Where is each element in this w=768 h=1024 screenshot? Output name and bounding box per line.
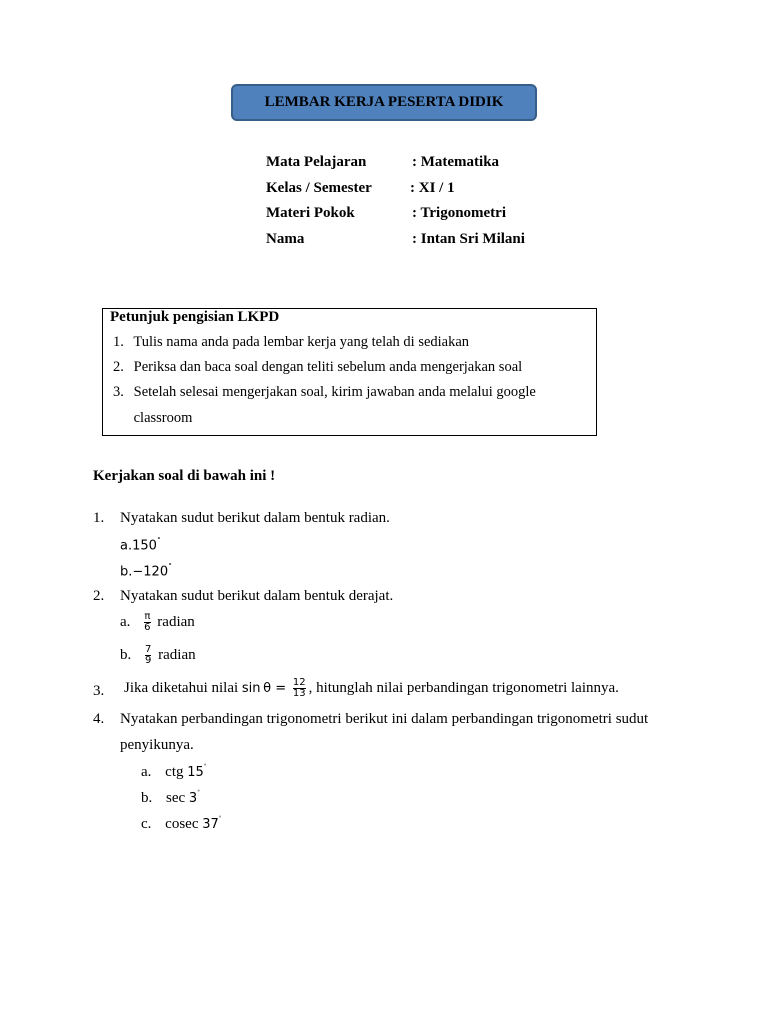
question-1b-value: b.−120 (120, 564, 169, 580)
question-2b (120, 645, 196, 666)
question-4-number: 4. (93, 711, 105, 727)
instruction-num: 2. (113, 359, 124, 375)
trig-function: cosec (165, 816, 199, 832)
angle-value: 37 (202, 817, 219, 832)
fraction-pi-over-6 (144, 612, 150, 633)
instructions-box (102, 308, 597, 436)
info-label: Materi Pokok (266, 205, 355, 221)
instruction-item (113, 359, 522, 376)
instruction-text: Tulis nama anda pada lembar kerja yang telah di sediakan (133, 334, 470, 350)
degree-sign: ˚ (218, 815, 222, 824)
info-value: : Matematika (412, 154, 500, 170)
question-3-post: , hitunglah nilai perbandingan trigonometri lainnya. (308, 679, 619, 696)
instruction-text: Setelah selesai mengerjakan soal, kirim jawaban anda melalui google (133, 384, 536, 400)
degree-sign: ˚ (168, 563, 173, 572)
question-4c (141, 815, 221, 833)
question-1a (120, 537, 161, 553)
question-1b (120, 563, 172, 579)
info-label: Kelas / Semester (266, 180, 372, 196)
trig-function: ctg (165, 764, 184, 780)
instruction-num: 3. (113, 384, 124, 400)
fraction-7-over-9 (145, 645, 151, 666)
item-label: c. (141, 816, 152, 832)
fraction-12-over-13 (293, 678, 306, 699)
question-1-text: Nyatakan sudut berikut dalam bentuk radian. (120, 510, 390, 526)
question-4a (141, 763, 206, 781)
instruction-item (113, 334, 469, 351)
instructions-title: Petunjuk pengisian LKPD (110, 309, 280, 325)
sin-theta-expr: sin θ = (241, 680, 287, 696)
question-4b (141, 789, 200, 807)
question-1a-value: a.150 (120, 538, 157, 554)
trig-function: sec (166, 790, 186, 806)
worksheet-title-box (231, 84, 537, 121)
question-2-number: 2. (93, 588, 105, 604)
fraction-numerator: 7 (145, 644, 152, 655)
question-3-text (124, 678, 619, 699)
angle-value: 3 (188, 791, 198, 806)
info-label: Nama (266, 231, 305, 247)
fraction-denominator: 6 (144, 622, 151, 633)
question-2a-label: a. (120, 613, 131, 630)
question-3-pre: Jika diketahui nilai (124, 679, 239, 696)
instruction-num: 1. (113, 334, 124, 350)
degree-sign: ˚ (203, 763, 207, 772)
instruction-text: Periksa dan baca soal dengan teliti sebelum anda mengerjakan soal (133, 359, 523, 375)
unit-label: radian (158, 646, 196, 663)
info-value: : Intan Sri Milani (412, 231, 525, 247)
fraction-denominator: 9 (145, 655, 152, 666)
degree-sign: ˚ (197, 789, 200, 798)
task-heading: Kerjakan soal di bawah ini ! (93, 468, 276, 484)
info-value: : Trigonometri (412, 205, 507, 221)
instruction-item (113, 410, 192, 427)
worksheet-title: LEMBAR KERJA PESERTA DIDIK (264, 94, 504, 110)
question-2-text: Nyatakan sudut berikut dalam bentuk derajat. (120, 588, 394, 604)
info-value: : XI / 1 (410, 180, 455, 196)
item-label: b. (141, 790, 153, 806)
question-4-line2: penyikunya. (120, 737, 194, 753)
unit-label: radian (157, 613, 195, 630)
question-1-number: 1. (93, 510, 105, 526)
question-2b-label: b. (120, 646, 132, 663)
question-4-line1: Nyatakan perbandingan trigonometri berikut ini dalam perbandingan trigonometri sudut (120, 711, 649, 727)
info-label: Mata Pelajaran (266, 154, 367, 170)
question-3-number: 3. (93, 683, 105, 699)
fraction-numerator: 12 (292, 677, 306, 688)
item-label: a. (141, 764, 152, 780)
angle-value: 15 (187, 765, 204, 780)
instruction-text: classroom (133, 410, 193, 426)
question-2a (120, 612, 195, 633)
fraction-denominator: 13 (292, 688, 306, 699)
instruction-item (113, 384, 536, 401)
degree-sign: ˚ (156, 537, 161, 546)
fraction-numerator: π (144, 611, 151, 622)
